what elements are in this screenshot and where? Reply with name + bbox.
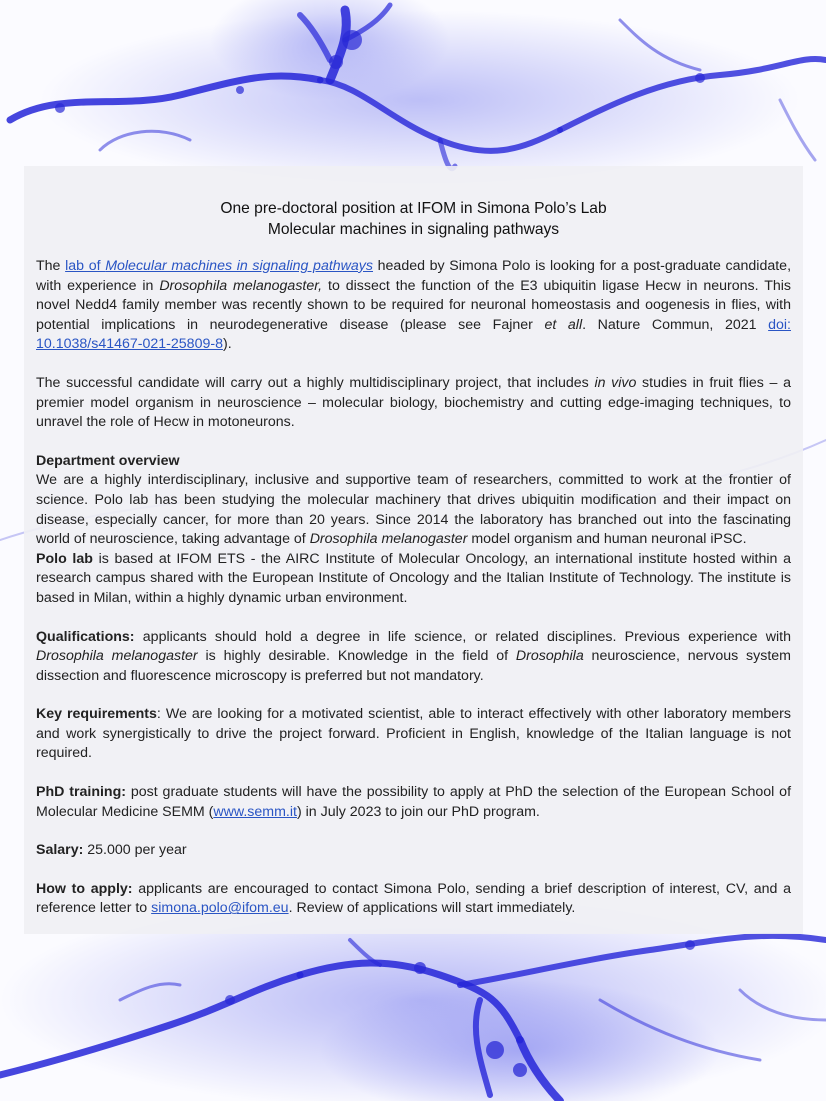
title-line-position: One pre-doctoral position at IFOM in Simona Polo’s Lab bbox=[220, 200, 607, 217]
lab-link[interactable]: lab of Molecular machines in signaling pathways bbox=[65, 258, 373, 274]
polo-lab-label: Polo lab bbox=[36, 550, 93, 567]
salary-paragraph: Salary: 25.000 per year bbox=[36, 842, 187, 859]
how-to-apply-paragraph: How to apply: applicants are encouraged to contact Simona Polo, sending a brief description of interest, CV, and a reference letter to simona.polo@ifom.eu. Review of applications will start immediately. bbox=[36, 880, 791, 917]
email-link[interactable]: simona.polo@ifom.eu bbox=[151, 900, 289, 917]
qualifications-paragraph: Qualifications: applicants should hold a degree in life science, or related disciplines. Previous experience with Drosophila melanogaster is highly desirable. Knowledge in the field of Drosophila neuroscience, nervous system dissection and fluorescence microscopy is preferred but not mandatory. bbox=[36, 628, 791, 684]
job-posting-panel bbox=[24, 166, 803, 934]
department-paragraph: We are a highly interdisciplinary, inclusive and supportive team of researchers, committed to work at the frontier of science. Polo lab has been studying the molecular machinery that drives ubiquitin modification and their impact on disease, especially cancer, for more than 20 years. Since 2014 the laboratory has branched out into the fascinating world of neuroscience, taking advantage of Drosophila melanogaster model organism and human neuronal iPSC. Polo lab is based at IFOM ETS - the AIRC Institute of Molecular Oncology, an international institute hosted within a research campus shared with the European Institute of Oncology and the Italian Institute of Technology. The institute is based in Milan, within a highly dynamic urban environment. bbox=[36, 472, 791, 606]
requirements-paragraph: Key requirements: We are looking for a motivated scientist, able to interact effectively with other laboratory members and work synergistically to drive the project forward. Proficient in English, knowledge of the Italian language is not required. bbox=[36, 706, 791, 762]
intro-paragraph: The lab of Molecular machines in signaling pathways headed by Simona Polo is looking for a post-graduate candidate, with experience in Drosophila melanogaster, to dissect the function of the E3 ubiquitin ligase Hecw in neurons. This novel Nedd4 family member was recently shown to be required for neuronal homeostasis and oogenesis in flies, with potential implications in neurodegenerative disease (please see Fajner et all. Nature Commun, 2021 doi: 10.1038/s41467-021-25809-8). bbox=[36, 258, 792, 353]
project-paragraph: The successful candidate will carry out a highly multidisciplinary project, that includes in vivo studies in fruit flies – a premier model organism in neuroscience – molecular biology, biochemistry and cutting edge-imaging techniques, to unravel the role of Hecw in motoneurons. bbox=[36, 374, 791, 431]
phd-training-paragraph: PhD training: post graduate students will have the possibility to apply at PhD the selection of the European School of Molecular Medicine SEMM (www.semm.it) in July 2023 to join our PhD program. bbox=[36, 784, 792, 820]
doi-link[interactable]: doi: 10.1038/s41467-021-25809-8 bbox=[36, 316, 791, 353]
department-heading: Department overview bbox=[36, 452, 180, 469]
title-line-lab-name: Molecular machines in signaling pathways bbox=[267, 221, 560, 238]
page-title bbox=[36, 198, 791, 240]
semm-link[interactable]: www.semm.it bbox=[213, 803, 297, 820]
